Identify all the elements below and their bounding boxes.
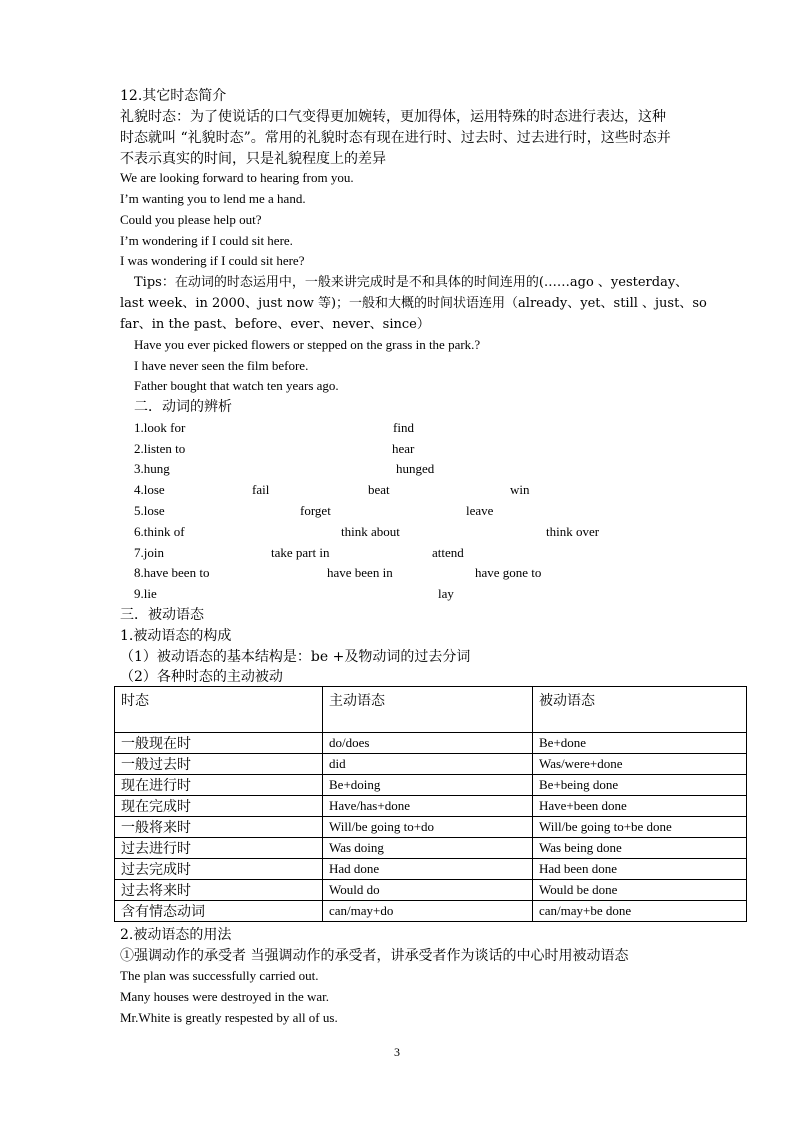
table-cell: Had done bbox=[323, 859, 533, 880]
table-cell: Have+been done bbox=[533, 796, 747, 817]
tips-example-sentence: Have you ever picked flowers or stepped on the grass in the park.? bbox=[134, 337, 481, 352]
table-cell: Be+being done bbox=[533, 775, 747, 796]
table-cell: 一般将来时 bbox=[115, 817, 323, 838]
verb-item: forget bbox=[300, 503, 331, 518]
table-cell: Have/has+done bbox=[323, 796, 533, 817]
passive-structure-line: （1）被动语态的基本结构是：be +及物动词的过去分词 bbox=[120, 649, 471, 665]
tips-example-sentence: I have never seen the film before. bbox=[134, 358, 309, 373]
section-2-title: 二．动词的辨析 bbox=[134, 399, 232, 415]
example-sentence: I’m wanting you to lend me a hand. bbox=[120, 191, 306, 206]
table-header-row bbox=[115, 687, 747, 733]
passive-example-sentence: The plan was successfully carried out. bbox=[120, 968, 319, 983]
table-header-cell: 被动语态 bbox=[533, 687, 747, 733]
verb-item: 6.think of bbox=[134, 524, 185, 539]
table-cell: Will/be going to+do bbox=[323, 817, 533, 838]
table-cell: 含有情态动词 bbox=[115, 901, 323, 922]
tense-voice-table bbox=[114, 686, 747, 922]
section-12-title: 12.其它时态简介 bbox=[120, 88, 227, 104]
table-cell: do/does bbox=[323, 733, 533, 754]
table-cell: Was/were+done bbox=[533, 754, 747, 775]
table-cell: Would be done bbox=[533, 880, 747, 901]
verb-item: 3.hung bbox=[134, 461, 170, 476]
table-cell: Be+done bbox=[533, 733, 747, 754]
subsection-1-title: 1.被动语态的构成 bbox=[120, 628, 232, 644]
verb-item: have been in bbox=[327, 565, 393, 580]
table-row bbox=[115, 880, 747, 901]
politeness-tense-para-line-1: 礼貌时态：为了使说话的口气变得更加婉转，更加得体，运用特殊的时态进行表达，这种 bbox=[120, 109, 666, 125]
table-header-cell: 时态 bbox=[115, 687, 323, 733]
verb-item: 8.have been to bbox=[134, 565, 210, 580]
tense-table-caption: （2）各种时态的主动被动 bbox=[120, 669, 283, 685]
verb-item: win bbox=[510, 482, 530, 497]
table-cell: can/may+do bbox=[323, 901, 533, 922]
passive-example-sentence: Many houses were destroyed in the war. bbox=[120, 989, 330, 1004]
politeness-tense-para-line-3: 不表示真实的时间，只是礼貌程度上的差异 bbox=[120, 151, 386, 167]
table-cell: Be+doing bbox=[323, 775, 533, 796]
table-cell: 现在进行时 bbox=[115, 775, 323, 796]
section-3-title: 三．被动语态 bbox=[120, 607, 204, 623]
page-number: 3 bbox=[394, 1045, 400, 1059]
example-sentence: We are looking forward to hearing from you. bbox=[120, 170, 354, 185]
verb-item: 2.listen to bbox=[134, 441, 186, 456]
table-cell: Will/be going to+be done bbox=[533, 817, 747, 838]
table-row bbox=[115, 733, 747, 754]
verb-item: 4.lose bbox=[134, 482, 165, 497]
table-row bbox=[115, 817, 747, 838]
example-sentence: I’m wondering if I could sit here. bbox=[120, 233, 293, 248]
table-row bbox=[115, 754, 747, 775]
example-sentence: Could you please help out? bbox=[120, 212, 262, 227]
table-cell: 一般过去时 bbox=[115, 754, 323, 775]
subsection-2-title: 2.被动语态的用法 bbox=[120, 927, 232, 943]
verb-item: take part in bbox=[271, 545, 330, 560]
passive-example-sentence: Mr.White is greatly respested by all of us. bbox=[120, 1010, 338, 1025]
table-cell: did bbox=[323, 754, 533, 775]
table-row bbox=[115, 838, 747, 859]
table-cell: Was being done bbox=[533, 838, 747, 859]
verb-item: think about bbox=[341, 524, 400, 539]
passive-usage-line: ①强调动作的承受者 当强调动作的承受者，讲承受者作为谈话的中心时用被动语态 bbox=[120, 948, 629, 964]
verb-item: fail bbox=[252, 482, 270, 497]
verb-item: think over bbox=[546, 524, 600, 539]
table-row bbox=[115, 796, 747, 817]
table-row bbox=[115, 775, 747, 796]
table-row bbox=[115, 901, 747, 922]
tips-line-2: last week、in 2000、just now 等)；一般和大概的时间状语连用（already、yet、still 、just、so bbox=[120, 296, 707, 311]
verb-item: leave bbox=[466, 503, 494, 518]
table-cell: 过去完成时 bbox=[115, 859, 323, 880]
table-cell: 一般现在时 bbox=[115, 733, 323, 754]
verb-item: find bbox=[393, 420, 414, 435]
verb-item: lay bbox=[438, 586, 454, 601]
verb-item: 1.look for bbox=[134, 420, 186, 435]
table-cell: 过去进行时 bbox=[115, 838, 323, 859]
verb-item: hear bbox=[392, 441, 415, 456]
verb-item: hunged bbox=[396, 461, 435, 476]
example-sentence: I was wondering if I could sit here? bbox=[120, 253, 305, 268]
table-cell: Was doing bbox=[323, 838, 533, 859]
table-cell: 现在完成时 bbox=[115, 796, 323, 817]
table-row bbox=[115, 859, 747, 880]
table-cell: Would do bbox=[323, 880, 533, 901]
table-cell: Had been done bbox=[533, 859, 747, 880]
politeness-tense-para-line-2: 时态就叫 “礼貌时态”。常用的礼貌时态有现在进行时、过去时、过去进行时，这些时态并 bbox=[120, 130, 671, 146]
tips-example-sentence: Father bought that watch ten years ago. bbox=[134, 378, 339, 393]
tips-line-3: far、in the past、before、ever、never、since） bbox=[120, 317, 430, 332]
tips-line-1: Tips：在动词的时态运用中，一般来讲完成时是不和具体的时间连用的(……ago 、yesterday、 bbox=[134, 275, 689, 290]
verb-item: beat bbox=[368, 482, 390, 497]
verb-item: attend bbox=[432, 545, 464, 560]
verb-item: 7.join bbox=[134, 545, 164, 560]
table-cell: can/may+be done bbox=[533, 901, 747, 922]
verb-item: have gone to bbox=[475, 565, 542, 580]
verb-item: 5.lose bbox=[134, 503, 165, 518]
table-cell: 过去将来时 bbox=[115, 880, 323, 901]
table-header-cell: 主动语态 bbox=[323, 687, 533, 733]
verb-item: 9.lie bbox=[134, 586, 157, 601]
